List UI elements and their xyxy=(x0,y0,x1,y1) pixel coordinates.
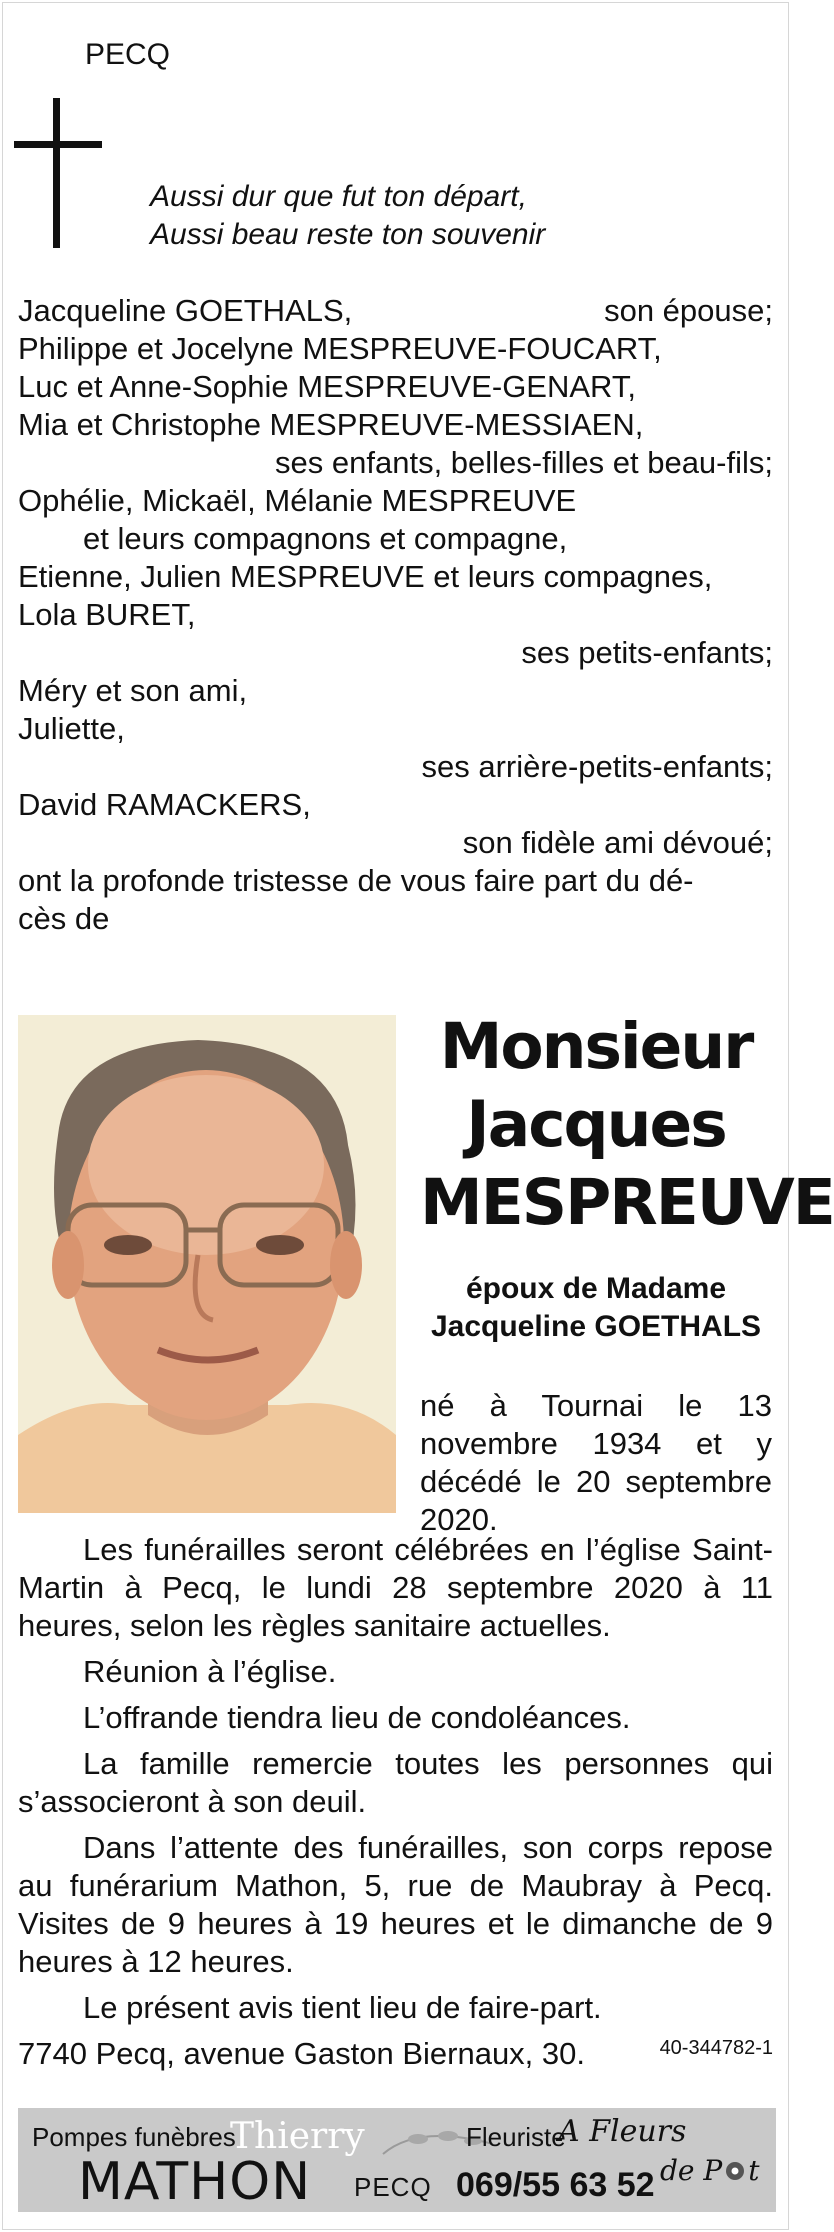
family-line: Mia et Christophe MESPREUVE-MESSIAEN, xyxy=(18,407,644,442)
motto xyxy=(150,178,545,254)
funeral-home-town: PECQ xyxy=(354,2172,432,2202)
family-line xyxy=(18,292,773,330)
advertiser-banner xyxy=(18,2108,776,2212)
family-line: Ophélie, Mickaël, Mélanie MESPREUVE xyxy=(18,483,577,518)
announcement-line: ont la profonde tristesse de vous faire part du dé- xyxy=(18,863,694,898)
title-civility: Monsieur xyxy=(439,1010,753,1083)
funeral-paragraph: Les funérailles seront célébrées en l’église Saint-Martin à Pecq, le lundi 28 septembre 2020 à 11 heures, selon les règles sanitaire actuelles. xyxy=(18,1532,773,1643)
spouse-name: Jacqueline GOETHALS, xyxy=(18,293,353,328)
notice-body xyxy=(18,1531,773,2081)
family-line: Lola BURET, xyxy=(18,597,196,632)
phone-number: 069/55 63 52 xyxy=(456,2166,655,2204)
title-last-name: MESPREUVE xyxy=(420,1166,834,1239)
portrait-photo xyxy=(18,1015,396,1513)
family-line: David RAMACKERS, xyxy=(18,787,311,822)
meeting-paragraph: Réunion à l’église. xyxy=(83,1654,337,1689)
visits-paragraph: Dans l’attente des funérailles, son corps repose au funérarium Mathon, 5, rue de Maubray à Pecq. Visites de 9 heures à 19 heures et le dimanche de 9 heures à 12 heures. xyxy=(18,1830,773,1979)
spouse-line-1: époux de Madame xyxy=(465,1272,727,1305)
reference-number: 40-344782-1 xyxy=(659,2037,773,2059)
motto-line-2: Aussi beau reste ton souvenir xyxy=(150,218,546,251)
family-line: Méry et son ami, xyxy=(18,673,248,708)
flower-icon xyxy=(724,2160,746,2182)
family-line: et leurs compagnons et compagne, xyxy=(83,521,568,556)
florist-label: Fleuriste xyxy=(466,2122,566,2152)
family-role: ses petits-enfants; xyxy=(521,635,773,670)
funeral-home-label: Pompes funèbres xyxy=(32,2122,236,2152)
owner-first-name: Thierry xyxy=(230,2116,365,2157)
family-role: ses arrière-petits-enfants; xyxy=(421,749,773,784)
cross-icon xyxy=(14,98,102,248)
offering-paragraph: L’offrande tiendra lieu de condoléances. xyxy=(83,1700,631,1735)
place-heading: PECQ xyxy=(85,38,171,71)
notice-paragraph: Le présent avis tient lieu de faire-part. xyxy=(83,1990,602,2025)
motto-line-1: Aussi dur que fut ton départ, xyxy=(150,180,527,213)
funeral-home-name: MATHON xyxy=(78,2152,312,2212)
family-list xyxy=(18,292,773,938)
deceased-name xyxy=(420,1008,834,1242)
florist-brand-line-1: A Fleurs xyxy=(558,2114,687,2149)
spouse-of xyxy=(420,1270,772,1346)
family-line: Philippe et Jocelyne MESPREUVE-FOUCART, xyxy=(18,331,662,366)
family-role: ses enfants, belles-filles et beau-fils; xyxy=(275,445,773,480)
address: 7740 Pecq, avenue Gaston Biernaux, 30. xyxy=(18,2036,586,2071)
announcement-line: cès de xyxy=(18,901,110,936)
title-first-name: Jacques xyxy=(466,1088,726,1161)
birth-death-info: né à Tournai le 13 novembre 1934 et y décédé le 20 septembre 2020. xyxy=(420,1388,772,1537)
thanks-paragraph: La famille remercie toutes les personnes qui s’associeront à son deuil. xyxy=(18,1746,773,1819)
florist-brand-t: t xyxy=(748,2154,760,2187)
family-line: Etienne, Julien MESPREUVE et leurs compagnes, xyxy=(18,559,713,594)
family-line: Luc et Anne-Sophie MESPREUVE-GENART, xyxy=(18,369,636,404)
florist-brand-line-2 xyxy=(660,2154,760,2187)
spouse-role: son épouse; xyxy=(604,293,773,328)
family-role: son fidèle ami dévoué; xyxy=(462,825,773,860)
spouse-line-2: Jacqueline GOETHALS xyxy=(430,1310,762,1343)
family-line: Juliette, xyxy=(18,711,125,746)
florist-brand-depot: de P xyxy=(660,2154,723,2187)
